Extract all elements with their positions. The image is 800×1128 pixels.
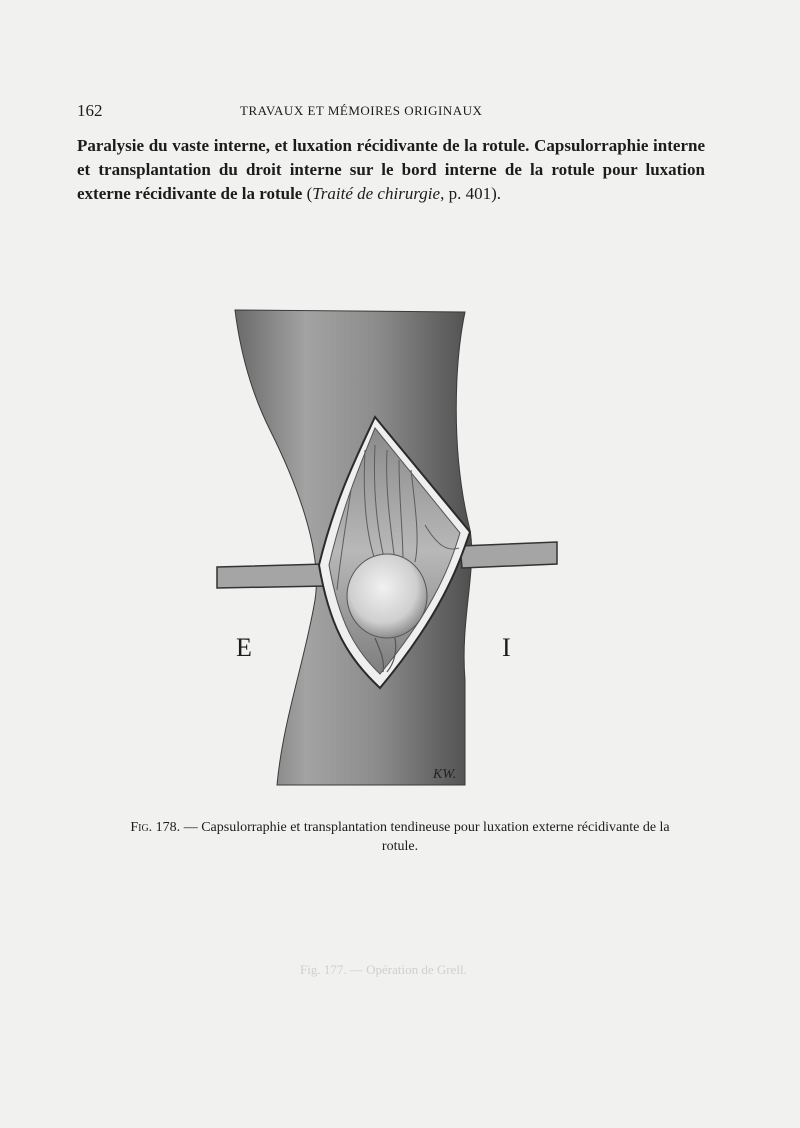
figure-number: Fig. 178. xyxy=(130,820,181,835)
label-internal: I xyxy=(502,633,511,662)
knee-surgery-illustration xyxy=(215,300,565,800)
page-number: 162 xyxy=(77,101,103,120)
section-heading xyxy=(77,134,705,206)
heading-text: Paralysie du vaste interne, et luxation récidivante de la rotule. Capsulorraphie interne et transplantation du droit interne sur le bord interne de la rotule pour luxation externe récidivante de la rotule xyxy=(77,136,705,203)
artist-signature: KW. xyxy=(433,767,457,782)
label-external: E xyxy=(236,633,252,662)
running-title: TRAVAUX ET MÉMOIRES ORIGINAUX xyxy=(240,103,483,118)
bleed-through-text: Fig. 177. — Opération de Grell. xyxy=(300,962,467,977)
heading-citation: (Traité de chirurgie, p. 401). xyxy=(306,184,501,203)
caption-text: — Capsulorraphie et transplantation tendineuse pour luxation externe récidivante de la rotule. xyxy=(180,820,670,854)
figure-caption xyxy=(120,818,680,856)
